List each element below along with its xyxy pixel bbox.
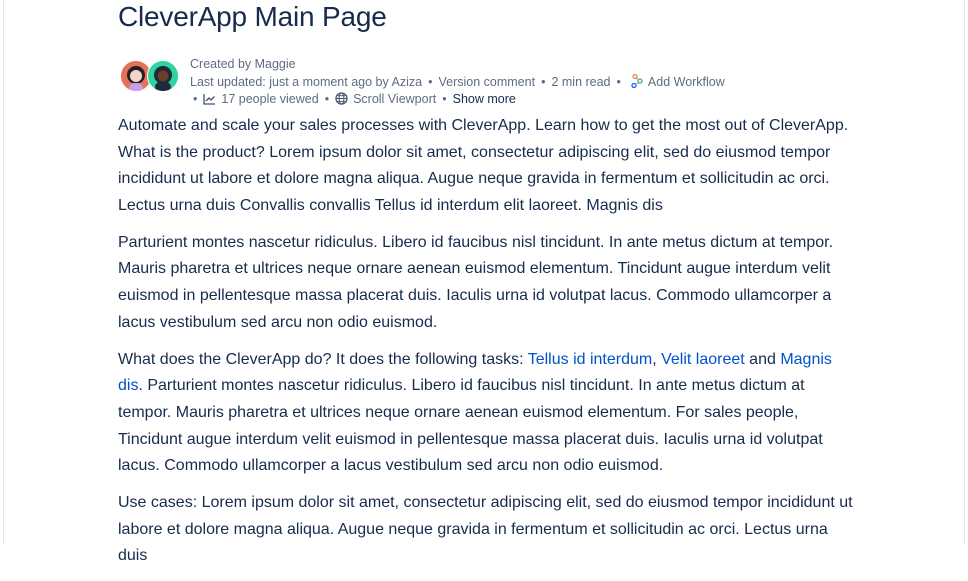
link-tellus-id-interdum[interactable]: Tellus id interdum: [527, 350, 653, 368]
add-workflow-button[interactable]: [631, 75, 725, 89]
page-content: [118, 113, 858, 581]
byline: [120, 56, 760, 108]
analytics-icon: [203, 93, 216, 105]
avatar-aziza[interactable]: [147, 60, 179, 92]
show-more-button[interactable]: Show more: [452, 92, 516, 106]
paragraph-tasks: [118, 347, 858, 480]
contributors-avatars[interactable]: [120, 60, 180, 92]
last-updated[interactable]: Last updated: just a moment ago by Aziza: [190, 74, 423, 89]
right-border: [964, 0, 965, 544]
viewed-label: 17 people viewed: [221, 92, 319, 106]
page-title: CleverApp Main Page: [118, 1, 387, 32]
left-border: [3, 0, 4, 544]
paragraph-2: Parturient montes nascetur ridiculus. Libero id faucibus nisl tincidunt. In ante metus dictum at tempor. Mauris pharetra et ultrices neque ornare aenean euismod elementum. Tincidunt augue interdum velit euismod in pellentesque massa placerat duis. Iaculis urna id volutpat lacus. Commodo ullamcorper a lacus vestibulum sed arcu non odio euismod.: [118, 233, 834, 331]
read-time: 2 min read: [551, 74, 611, 89]
paragraph-use-cases: Use cases: Lorem ipsum dolor sit amet, consectetur adipiscing elit, sed do eiusmod tempor incididunt ut labore et dolore magna aliqua. Augue neque gravida in fermentum et sollicitudin ac orci. Lectus urna duis: [118, 494, 853, 565]
globe-icon: [335, 92, 348, 105]
scroll-viewport-label: Scroll Viewport: [353, 92, 437, 106]
separator: and: [744, 350, 781, 368]
link-velit-laoreet[interactable]: Velit laoreet: [661, 350, 745, 368]
link-magnis-dis[interactable]: Magnis dis: [118, 350, 832, 395]
page-views[interactable]: [203, 92, 318, 106]
tasks-intro: What does the CleverApp do? It does the following tasks:: [118, 350, 528, 368]
add-workflow-label: Add Workflow: [647, 74, 725, 89]
version-comment[interactable]: Version comment: [438, 74, 536, 89]
separator: ,: [652, 350, 662, 368]
paragraph-intro: Automate and scale your sales processes with CleverApp. Learn how to get the most out of CleverApp. What is the product? Lorem ipsum dolor sit amet, consectetur adipiscing elit, sed do eiusmod tempor incididunt ut labore et dolore magna aliqua. Augue neque gravida in fermentum et sollicitudin ac orci. Lectus urna duis Convallis convallis Tellus id interdum elit laoreet. Magnis dis: [118, 117, 849, 214]
created-by: Created by Maggie: [190, 57, 296, 71]
workflow-icon: [631, 74, 643, 88]
tasks-rest: . Parturient montes nascetur ridiculus. Libero id faucibus nisl tincidunt. In ante metus dictum at tempor. Mauris pharetra et ultrices neque ornare aenean euismod elementum. For sales people, Tincidunt augue interdum velit euismod in pellentesque massa placerat duis. Iaculis urna id volutpat lacus. Commodo ullamcorper a lacus vestibulum sed arcu non odio euismod.: [118, 377, 823, 475]
scroll-viewport[interactable]: [335, 92, 436, 106]
page-metadata: Created by Maggie Last updated: just a moment ago by Aziza • Version comment • 2 min read • Add Workflow • 17 people viewed • Scroll Viewport • Show more: [190, 57, 725, 106]
